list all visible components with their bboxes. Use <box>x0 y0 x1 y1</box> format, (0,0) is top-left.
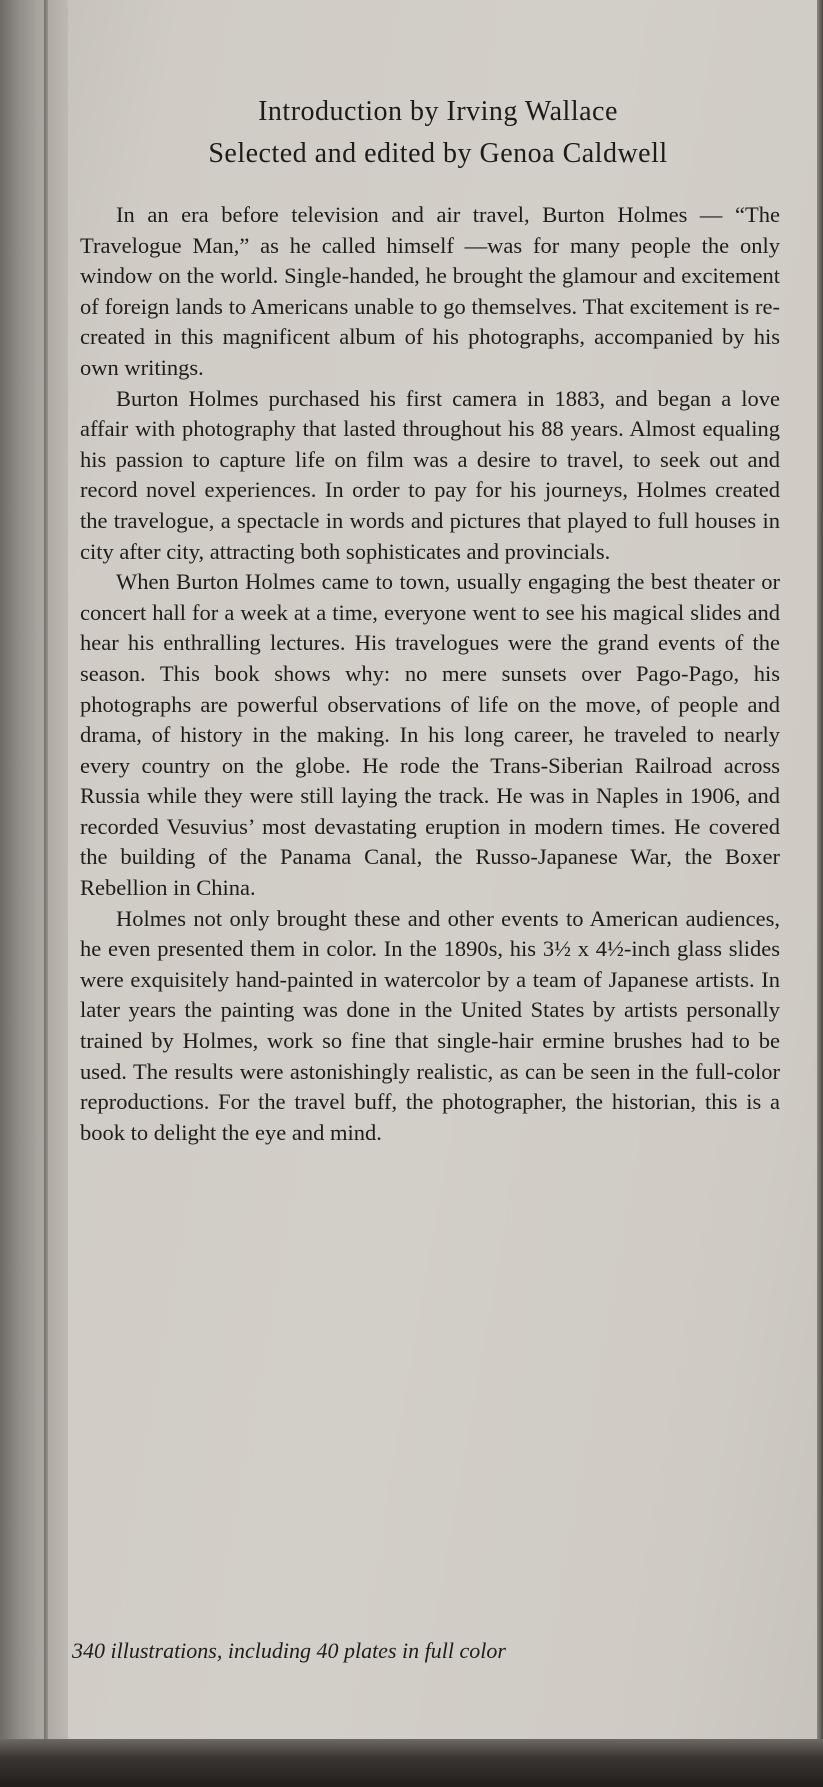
illustrations-note: 340 illustrations, including 40 plates in full color <box>72 1638 506 1663</box>
paragraph-travelogues: When Burton Holmes came to town, usually engaging the best theater or concert hall for a week at a time, everyone went to see his magical slides and hear his enthralling lectures. His travelogues were the grand events of the season. This book shows why: no mere sunsets over Pago-Pago, his photographs are powerful observations of life on the move, of people and drama, of history in the making. In his long career, he traveled to nearly every country on the globe. He rode the Trans-Siberian Railroad across Russia while they were still laying the track. He was in Naples in 1906, and recorded Vesuvius’ most devastating eruption in modern times. He covered the building of the Panama Canal, the Russo-Japanese War, the Boxer Rebellion in China. <box>80 569 780 901</box>
bottom-page-edge <box>0 1739 823 1787</box>
paragraph-color-slides: Holmes not only brought these and other events to American audiences, he even presented them in color. In the 1890s, his 3½ x 4½-inch glass slides were exquisitely hand-painted in watercolor by a team of Japanese artists. In later years the painting was done in the United States by artists personally trained by Holmes, work so fine that single-hair ermine brushes had to be used. The results were astonishingly realistic, as can be seen in the full-color reproductions. For the travel buff, the photographer, the historian, this is a book to delight the eye and mind. <box>80 905 780 1145</box>
spine-edge-line <box>44 0 48 1740</box>
introduction-credit: Introduction by Irving Wallace <box>258 96 618 127</box>
editor-credit: Selected and edited by Genoa Caldwell <box>208 138 668 169</box>
paragraph-intro: In an era before television and air travel, Burton Holmes — “The Travelogue Man,” as he called himself —was for many people the only window on the world. Single-handed, he brought the glamour and excitement of foreign lands to Americans unable to go themselves. That excitement is re-created in this magnificent album of his photographs, accompanied by his own writings. <box>80 202 780 380</box>
book-flap-page <box>56 0 820 1742</box>
paragraph-camera: Burton Holmes purchased his first camera in 1883, and began a love affair with photography that lasted throughout his 88 years. Almost equaling his passion to capture life on film was a desire to travel, to seek out and record novel experiences. In order to pay for his journeys, Holmes created the travelogue, a spectacle in words and pictures that played to full houses in city after city, attracting both sophisticates and provincials. <box>80 385 780 564</box>
book-spine-shadow <box>0 0 68 1787</box>
right-page-edge <box>817 0 823 1787</box>
flap-body-text <box>80 200 780 1148</box>
